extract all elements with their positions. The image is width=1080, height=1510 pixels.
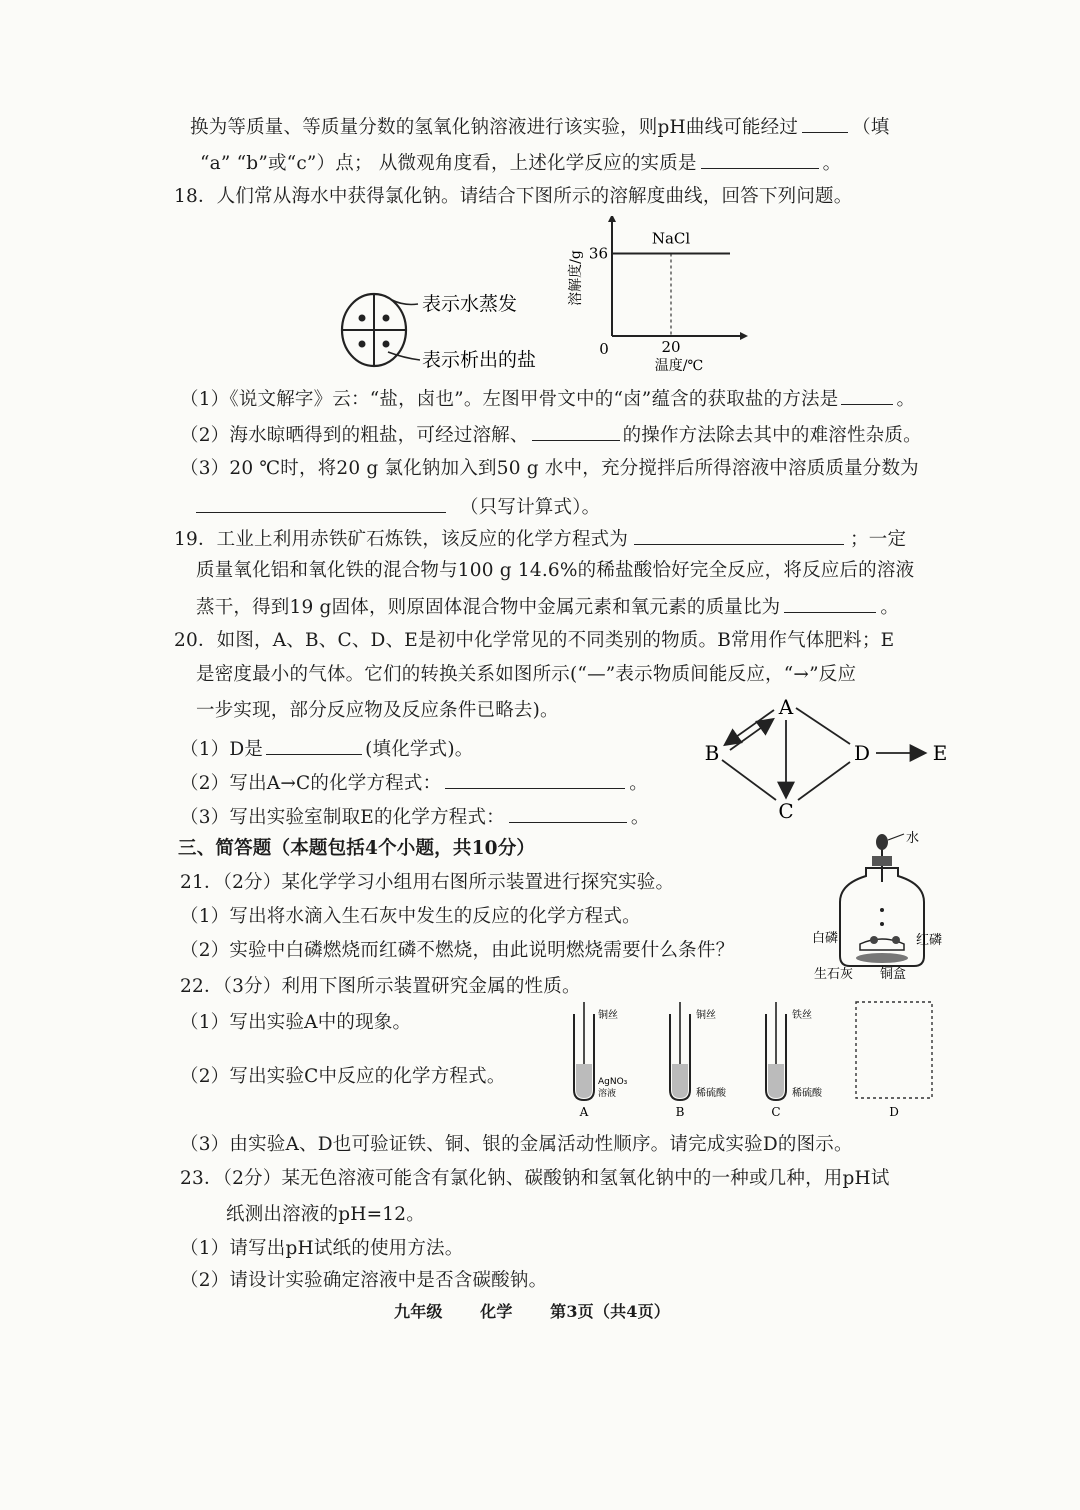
q18-blank-1[interactable]: [841, 388, 893, 405]
q18-p3: （3）20 ℃时，将20 g 氯化钠加入到50 g 水中，充分搅拌后所得溶液中溶质质量分数为: [180, 458, 919, 479]
q18-p2-text-b: 的操作方法除去其中的难溶性杂质。: [622, 425, 922, 446]
q17-line1: [190, 116, 890, 138]
q18-p1-tail: 。: [896, 389, 916, 410]
link-b-c: [722, 760, 776, 800]
tube-c: [766, 1002, 823, 1119]
solubility-chart: [560, 216, 760, 376]
q19-line1: [174, 528, 906, 550]
tube-c-label: C: [771, 1105, 781, 1119]
q19-line1-tail: ；一定: [850, 529, 907, 550]
q18-p3-line2: [196, 496, 600, 518]
q20-blank-1[interactable]: [266, 738, 362, 755]
q18-p1: [180, 388, 915, 410]
q17-blank-2[interactable]: [701, 152, 819, 169]
label-copper-box: 铜盒: [880, 967, 907, 982]
q18-p2: [180, 424, 922, 446]
q19-line3-text: 蒸干，得到19 g固体，则原固体混合物中金属元素和氧元素的质量比为: [196, 597, 781, 618]
q17-line2-text: “a” “b”或“c”）点； 从微观角度看，上述化学反应的实质是: [200, 153, 697, 174]
q20-p3-tail: 。: [630, 807, 650, 828]
label-quicklime: 生石灰: [814, 967, 854, 982]
label-red-phosphorus: 红磷: [916, 933, 943, 948]
chart-ylabel: 溶解度/g: [568, 250, 584, 306]
q19-line1-text: 19．工业上利用赤铁矿石炼铁，该反应的化学方程式为: [174, 529, 629, 550]
q17-line1-text: 换为等质量、等质量分数的氢氧化钠溶液进行该实验，则pH曲线可能经过: [190, 117, 799, 138]
q20-p2-text: （2）写出A→C的化学方程式：: [180, 773, 442, 794]
label-water: 水: [906, 831, 920, 846]
footer-page: 第3页（共4页）: [550, 1302, 671, 1321]
q18-blank-3[interactable]: [196, 496, 446, 513]
tube-b-label: B: [675, 1105, 685, 1119]
q18-blank-2[interactable]: [532, 424, 620, 441]
node-d: D: [853, 741, 871, 765]
chart-y-tick-36: 36: [588, 244, 608, 263]
q18-stem: 18．人们常从海水中获得氯化钠。请结合下图所示的溶解度曲线，回答下列问题。: [174, 186, 853, 207]
node-e: E: [932, 741, 948, 765]
tube-d-label: D: [889, 1105, 899, 1119]
tube-a-liquid-line1: AgNO₃: [598, 1077, 628, 1087]
q20-line3: 一步实现，部分反应物及反应条件已略去)。: [196, 700, 559, 721]
white-phosphorus: [870, 936, 878, 944]
q23-p1: （1）请写出pH试纸的使用方法。: [180, 1238, 464, 1259]
q20-p3-text: （3）写出实验室制取E的化学方程式：: [180, 807, 505, 828]
chart-series-label-nacl: NaCl: [651, 229, 691, 248]
chart-origin-label: 0: [599, 340, 609, 358]
tube-a: [574, 1002, 628, 1119]
q23-p2: （2）请设计实验确定溶液中是否含碳酸钠。: [180, 1270, 548, 1291]
q19-line3: [196, 596, 899, 618]
oracle-bone-lu-figure: [330, 282, 560, 382]
q20-blank-2[interactable]: [445, 772, 625, 789]
q18-p1-text: （1）《说文解字》云：“盐，卤也”。左图甲骨文中的“卤”蕴含的获取盐的方法是: [180, 389, 839, 410]
chart-y-arrow: [608, 216, 616, 222]
q20-p1-text: （1）D是: [180, 739, 264, 760]
chart-xlabel: 温度/℃: [654, 358, 704, 374]
q21-p2: （2）实验中白磷燃烧而红磷不燃烧，由此说明燃烧需要什么条件？: [180, 940, 735, 961]
q21-apparatus: [812, 828, 952, 988]
chart-x-tick-20: 20: [661, 338, 681, 356]
q22-p3: （3）由实验A、D也可验证铁、铜、银的金属活动性顺序。请完成实验D的图示。: [180, 1134, 853, 1155]
bottle: [840, 868, 924, 966]
tube-c-liquid-label: 稀硫酸: [792, 1088, 822, 1099]
link-a-d: [796, 708, 850, 744]
quicklime: [856, 953, 908, 963]
tube-a-liquid-line2: 溶液: [598, 1089, 617, 1099]
q22-p2: （2）写出实验C中反应的化学方程式。: [180, 1066, 506, 1087]
node-b: B: [704, 741, 720, 765]
q17-line2: [200, 152, 841, 174]
tube-a-wire-label: 铜丝: [598, 1010, 618, 1021]
q20-line1: 20．如图，A、B、C、D、E是初中化学常见的不同类别的物质。B常用作气体肥料；E: [174, 630, 895, 651]
q20-line2: 是密度最小的气体。它们的转换关系如图所示(“—”表示物质间能反应，“→”反应: [196, 664, 857, 685]
arrow-a-to-b: [726, 710, 774, 744]
q20-p1: [180, 738, 473, 760]
q21-stem: 21．（2分）某化学学习小组用右图所示装置进行探究实验。: [180, 872, 675, 893]
q20-p2-tail: 。: [629, 773, 648, 794]
water-pointer: [888, 834, 904, 840]
q20-p3: [180, 806, 650, 828]
q21-p1: （1）写出将水滴入生石灰中发生的反应的化学方程式。: [180, 906, 641, 927]
salt-dot: [359, 315, 366, 322]
q20-relation-diagram: [690, 690, 960, 830]
q19-blank-2[interactable]: [784, 596, 876, 613]
tube-c-wire-label: 铁丝: [792, 1010, 812, 1021]
q18-p2-text-a: （2）海水晾晒得到的粗盐，可经过溶解、: [180, 425, 529, 446]
node-a: A: [778, 695, 794, 719]
q17-line2-tail: 。: [822, 153, 842, 174]
q22-test-tubes: [560, 998, 950, 1120]
water-drop: [880, 908, 884, 912]
salt-dot: [383, 315, 390, 322]
q23-line2: 纸测出溶液的pH=12。: [226, 1204, 425, 1225]
tube-b-wire-label: 铜丝: [696, 1010, 716, 1021]
section3-title: 三、简答题（本题包括4个小题，共10分）: [178, 838, 536, 859]
arrow-b-to-a: [730, 720, 772, 750]
tube-a-label: A: [579, 1105, 589, 1119]
tube-d-placeholder[interactable]: [856, 1002, 932, 1119]
tube-b: [670, 1002, 727, 1119]
q17-blank-1[interactable]: [802, 116, 848, 133]
stopper: [872, 856, 892, 866]
chart-x-arrow: [740, 332, 748, 340]
q19-blank-1[interactable]: [634, 528, 844, 545]
tube-b-liquid-label: 稀硫酸: [696, 1088, 726, 1099]
q20-p1-tail: (填化学式)。: [365, 739, 474, 760]
footer: [394, 1304, 670, 1320]
footer-subject: 化学: [480, 1302, 513, 1321]
link-d-c: [798, 762, 850, 800]
label-white-phosphorus: 白磷: [812, 931, 839, 946]
q17-line1-tail: （填: [852, 117, 890, 138]
q19-line2: 质量氧化铝和氧化铁的混合物与100 g 14.6%的稀盐酸恰好完全反应，将反应后的溶液: [196, 560, 915, 581]
label-evaporation: 表示水蒸发: [422, 293, 518, 315]
q18-p3-tail: （只写计算式）。: [460, 497, 601, 518]
label-precipitated-salt: 表示析出的盐: [422, 349, 537, 371]
salt-dot: [359, 341, 366, 348]
node-c: C: [778, 799, 794, 823]
water-drop: [880, 922, 884, 926]
q23-line1: 23．（2分）某无色溶液可能含有氯化钠、碳酸钠和氢氧化钠中的一种或几种，用pH试: [180, 1168, 890, 1189]
q22-stem: 22．（3分）利用下图所示装置研究金属的性质。: [180, 976, 581, 997]
footer-grade: 九年级: [394, 1302, 443, 1321]
q19-line3-tail: 。: [880, 597, 900, 618]
q22-p1: （1）写出实验A中的现象。: [180, 1012, 412, 1033]
dropper-bulb: [876, 834, 888, 850]
q20-p2: [180, 772, 648, 794]
q20-blank-3[interactable]: [509, 806, 627, 823]
red-phosphorus: [892, 936, 900, 944]
salt-dot: [383, 341, 390, 348]
